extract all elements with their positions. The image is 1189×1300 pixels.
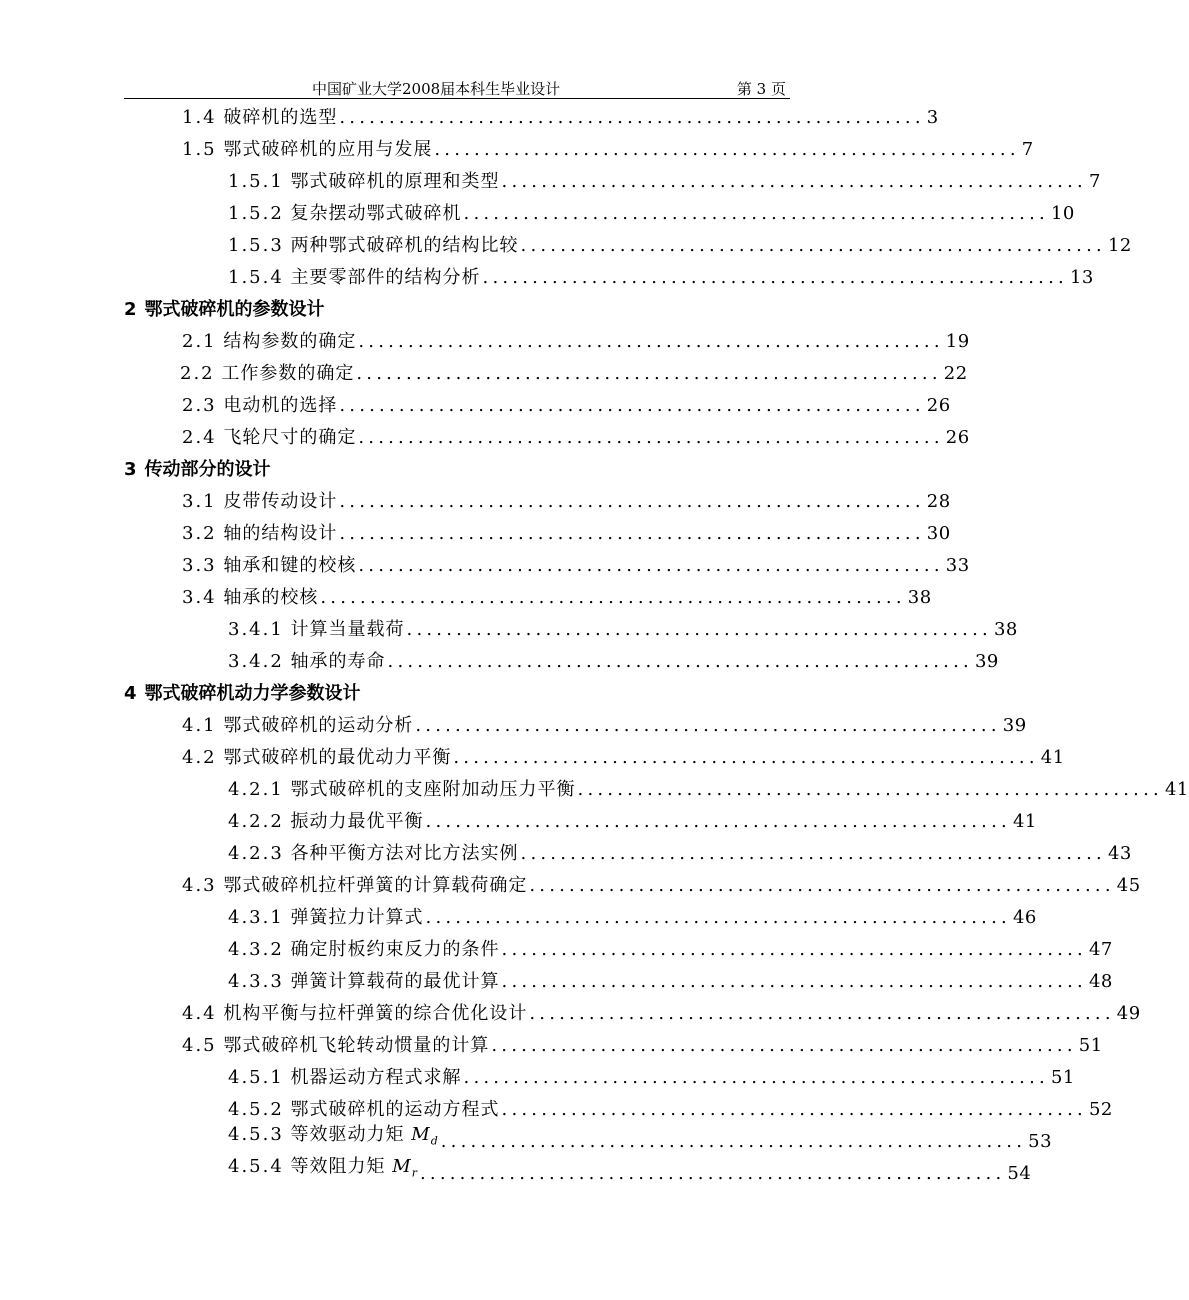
toc-entry-4-3-3[interactable]: 4.3.3 弹簧计算载荷的最优计算 ........................................................... 48 xyxy=(228,968,812,996)
dot-leader: ........................................................... xyxy=(419,1163,1006,1184)
toc-page-number: 41 xyxy=(1164,779,1189,800)
toc-entry-title: 鄂式破碎机的运动分析 xyxy=(223,715,414,736)
dot-leader: ........................................................... xyxy=(501,971,1087,992)
chapter-title: 鄂式破碎机动力学参数设计 xyxy=(144,683,361,704)
toc-page-number: 30 xyxy=(926,523,951,544)
toc-entry-title: 鄂式破碎机的应用与发展 xyxy=(223,139,433,160)
toc-page-number: 26 xyxy=(945,427,970,448)
toc-entry-4-1[interactable]: 4.1 鄂式破碎机的运动分析 ........................................................... 39 xyxy=(182,712,812,740)
toc-entry-title: 鄂式破碎机飞轮转动惯量的计算 xyxy=(223,1035,490,1056)
toc-entry-title: 破碎机的选型 xyxy=(223,107,338,128)
toc-page-number: 28 xyxy=(926,491,951,512)
toc-page-number: 54 xyxy=(1007,1163,1032,1184)
dot-leader: ........................................................... xyxy=(463,1067,1049,1088)
toc-entry-title: 主要零部件的结构分析 xyxy=(290,267,481,288)
toc-page-number: 22 xyxy=(943,363,968,384)
toc-page-number: 47 xyxy=(1088,939,1113,960)
toc-page-number: 7 xyxy=(1088,171,1101,192)
toc-entry-3-2[interactable]: 3.2 轴的结构设计 ........................................................... 30 xyxy=(182,520,808,548)
toc-page-number: 48 xyxy=(1088,971,1113,992)
toc-entry-title: 皮带传动设计 xyxy=(223,491,338,512)
dot-leader: ........................................................... xyxy=(453,747,1039,768)
toc-page-number: 41 xyxy=(1040,747,1065,768)
toc-entry-title: 各种平衡方法对比方法实例 xyxy=(290,843,519,864)
toc-page-number: 53 xyxy=(1028,1131,1053,1152)
chapter-title: 传动部分的设计 xyxy=(144,459,271,480)
toc-page-number: 38 xyxy=(907,587,932,608)
toc-entry-4-3-1[interactable]: 4.3.1 弹簧拉力计算式 ........................................................... 46 xyxy=(228,904,820,932)
toc-entry-title: 机构平衡与拉杆弹簧的综合优化设计 xyxy=(223,1003,528,1024)
dot-leader: ........................................................... xyxy=(425,811,1011,832)
toc-page-number: 39 xyxy=(974,651,999,672)
toc-entry-3-4-1[interactable]: 3.4.1 计算当量载荷 ........................................................... 38 xyxy=(228,616,820,644)
toc-entry-4-2[interactable]: 4.2 鄂式破碎机的最优动力平衡 ........................................................... 41 xyxy=(182,744,806,772)
toc-page-number: 38 xyxy=(993,619,1018,640)
toc-entry-2-4[interactable]: 2.4 飞轮尺寸的确定 ........................................................... 26 xyxy=(182,424,816,452)
toc-entry-4-3-2[interactable]: 4.3.2 确定肘板约束反力的条件 ........................................................... 47 xyxy=(228,936,820,964)
toc-page-number: 39 xyxy=(1002,715,1027,736)
toc-chapter-2[interactable]: 2 鄂式破碎机的参数设计 xyxy=(124,299,325,320)
toc-entry-title: 等效阻力矩 xyxy=(290,1156,386,1178)
toc-page-number: 46 xyxy=(1012,907,1037,928)
toc-entry-4-5-2[interactable]: 4.5.2 鄂式破碎机的运动方程式 ........................................................... 52 xyxy=(228,1096,820,1124)
toc-page-number: 41 xyxy=(1012,811,1037,832)
toc-entry-3-1[interactable]: 3.1 皮带传动设计 ........................................................... 28 xyxy=(182,488,816,516)
dot-leader: ........................................................... xyxy=(501,171,1087,192)
toc-entry-title: 电动机的选择 xyxy=(223,395,338,416)
toc-page-number: 49 xyxy=(1116,1003,1141,1024)
toc-entry-title: 鄂式破碎机拉杆弹簧的计算载荷确定 xyxy=(223,875,528,896)
toc-page-number: 3 xyxy=(926,107,939,128)
toc-page-number: 7 xyxy=(1021,139,1034,160)
dot-leader: ........................................................... xyxy=(339,395,925,416)
dot-leader: ........................................................... xyxy=(577,779,1163,800)
math-symbol: $M_d$ xyxy=(411,1124,439,1148)
dot-leader: ........................................................... xyxy=(463,203,1049,224)
dot-leader: ........................................................... xyxy=(387,651,973,672)
toc-entry-title: 飞轮尺寸的确定 xyxy=(223,427,357,448)
toc-chapter-3[interactable]: 3 传动部分的设计 xyxy=(124,459,271,480)
dot-leader: ........................................................... xyxy=(491,1035,1077,1056)
dot-leader: ........................................................... xyxy=(339,523,925,544)
toc-entry-title: 鄂式破碎机的运动方程式 xyxy=(290,1099,500,1120)
header-page-number: 第 3 页 xyxy=(736,80,786,98)
dot-leader: ........................................................... xyxy=(406,619,992,640)
toc-entry-title: 计算当量载荷 xyxy=(290,619,405,640)
toc-entry-title: 复杂摆动鄂式破碎机 xyxy=(290,203,462,224)
dot-leader: ........................................................... xyxy=(440,1131,1027,1152)
toc-entry-4-2-3[interactable]: 4.2.3 各种平衡方法对比方法实例 ........................................................... 43 xyxy=(228,840,820,868)
dot-leader: ........................................................... xyxy=(529,1003,1115,1024)
dot-leader: ........................................................... xyxy=(482,267,1068,288)
dot-leader: ........................................................... xyxy=(358,331,944,352)
toc-entry-title: 轴的结构设计 xyxy=(223,523,338,544)
toc-entry-title: 结构参数的确定 xyxy=(223,331,357,352)
toc-entry-1-5-1[interactable]: 1.5.1 鄂式破碎机的原理和类型 ........................................................... 7 xyxy=(228,168,812,196)
dot-leader: ........................................................... xyxy=(529,875,1115,896)
dot-leader: ........................................................... xyxy=(520,235,1106,256)
dot-leader: ........................................................... xyxy=(425,907,1011,928)
toc-entry-1-5-4[interactable]: 1.5.4 主要零部件的结构分析 ........................................................... 13 xyxy=(228,264,812,292)
dot-leader: ........................................................... xyxy=(358,555,944,576)
toc-entry-4-5-4[interactable]: 4.5.4 等效阻力矩 $M_r$ ........................................................... 54 xyxy=(228,1160,820,1188)
dot-leader: ........................................................... xyxy=(434,139,1020,160)
toc-entry-title: 机器运动方程式求解 xyxy=(290,1067,462,1088)
dot-leader: ........................................................... xyxy=(320,587,906,608)
toc-entry-title: 轴承和键的校核 xyxy=(223,555,357,576)
toc-page-number: 51 xyxy=(1050,1067,1075,1088)
toc-entry-2-1[interactable]: 2.1 结构参数的确定 ........................................................... 19 xyxy=(182,328,812,356)
toc-entry-4-5[interactable]: 4.5 鄂式破碎机飞轮转动惯量的计算 ........................................................... 51 xyxy=(182,1032,820,1060)
toc-entry-title: 鄂式破碎机的最优动力平衡 xyxy=(223,747,452,768)
toc-page-number: 51 xyxy=(1078,1035,1103,1056)
toc-page-number: 13 xyxy=(1069,267,1094,288)
toc-entry-3-3[interactable]: 3.3 轴承和键的校核 ........................................................... 33 xyxy=(182,552,820,580)
toc-entry-title: 工作参数的确定 xyxy=(221,363,355,384)
toc-entry-4-3[interactable]: 4.3 鄂式破碎机拉杆弹簧的计算载荷确定 ........................................................... 45 xyxy=(182,872,820,900)
toc-entry-title: 鄂式破碎机的原理和类型 xyxy=(290,171,500,192)
toc-page-number: 45 xyxy=(1116,875,1141,896)
toc-entry-4-5-3[interactable]: 4.5.3 等效驱动力矩 $M_d$ ........................................................... 53 xyxy=(228,1128,820,1156)
dot-leader: ........................................................... xyxy=(339,491,925,512)
dot-leader: ........................................................... xyxy=(415,715,1001,736)
toc-page-number: 52 xyxy=(1088,1099,1113,1120)
chapter-title: 鄂式破碎机的参数设计 xyxy=(144,299,325,320)
toc-entry-title: 两种鄂式破碎机的结构比较 xyxy=(290,235,519,256)
toc-entry-title: 轴承的寿命 xyxy=(290,651,386,672)
dot-leader: ........................................................... xyxy=(501,1099,1087,1120)
dot-leader: ........................................................... xyxy=(520,843,1106,864)
toc-page-number: 12 xyxy=(1107,235,1132,256)
toc-entry-4-2-2[interactable]: 4.2.2 振动力最优平衡 ........................................................... 41 xyxy=(228,808,820,836)
toc-entry-4-2-1[interactable]: 4.2.1 鄂式破碎机的支座附加动压力平衡 ........................................................... 41 xyxy=(228,776,820,804)
toc-entry-4-4[interactable]: 4.4 机构平衡与拉杆弹簧的综合优化设计 ........................................................... 49 xyxy=(182,1000,820,1028)
toc-chapter-4[interactable]: 4 鄂式破碎机动力学参数设计 xyxy=(124,683,361,704)
toc-entry-2-3[interactable]: 2.3 电动机的选择 ........................................................... 26 xyxy=(182,392,816,420)
toc-page-number: 26 xyxy=(926,395,951,416)
math-symbol: $M_r$ xyxy=(392,1156,418,1180)
toc-entry-1-5-3[interactable]: 1.5.3 两种鄂式破碎机的结构比较 ........................................................... 12 xyxy=(228,232,818,260)
toc-page-number: 10 xyxy=(1050,203,1075,224)
toc-entry-title: 轴承的校核 xyxy=(223,587,319,608)
toc-entry-title: 弹簧拉力计算式 xyxy=(290,907,424,928)
dot-leader: ........................................................... xyxy=(358,427,944,448)
toc-entry-title: 等效驱动力矩 xyxy=(290,1124,405,1146)
toc-entry-title: 振动力最优平衡 xyxy=(290,811,424,832)
toc-entry-1-5-2[interactable]: 1.5.2 复杂摆动鄂式破碎机 ........................................................... 10 xyxy=(228,200,818,228)
toc-page-number: 43 xyxy=(1107,843,1132,864)
dot-leader: ........................................................... xyxy=(339,107,925,128)
toc-page-number: 33 xyxy=(945,555,970,576)
toc-entry-2-2[interactable]: 2.2 工作参数的确定 ........................................................... 22 xyxy=(180,360,808,388)
dot-leader: ........................................................... xyxy=(501,939,1087,960)
toc-entry-1-5[interactable]: 1.5 鄂式破碎机的应用与发展 ........................................................... 7 xyxy=(182,136,812,164)
toc-entry-title: 鄂式破碎机的支座附加动压力平衡 xyxy=(290,779,576,800)
header-title: 中国矿业大学2008届本科生毕业设计 xyxy=(312,80,561,98)
toc-entry-3-4[interactable]: 3.4 轴承的校核 ........................................................... 38 xyxy=(182,584,820,612)
toc-entry-3-4-2[interactable]: 3.4.2 轴承的寿命 ........................................................... 39 xyxy=(228,648,820,676)
toc-entry-title: 确定肘板约束反力的条件 xyxy=(290,939,500,960)
toc-entry-1-4[interactable]: 1.4 破碎机的选型 ........................................................... 3 xyxy=(182,104,812,132)
toc-entry-title: 弹簧计算载荷的最优计算 xyxy=(290,971,500,992)
dot-leader: ........................................................... xyxy=(356,363,942,384)
toc-page-number: 19 xyxy=(945,331,970,352)
toc-entry-4-5-1[interactable]: 4.5.1 机器运动方程式求解 ........................................................... 51 xyxy=(228,1064,820,1092)
